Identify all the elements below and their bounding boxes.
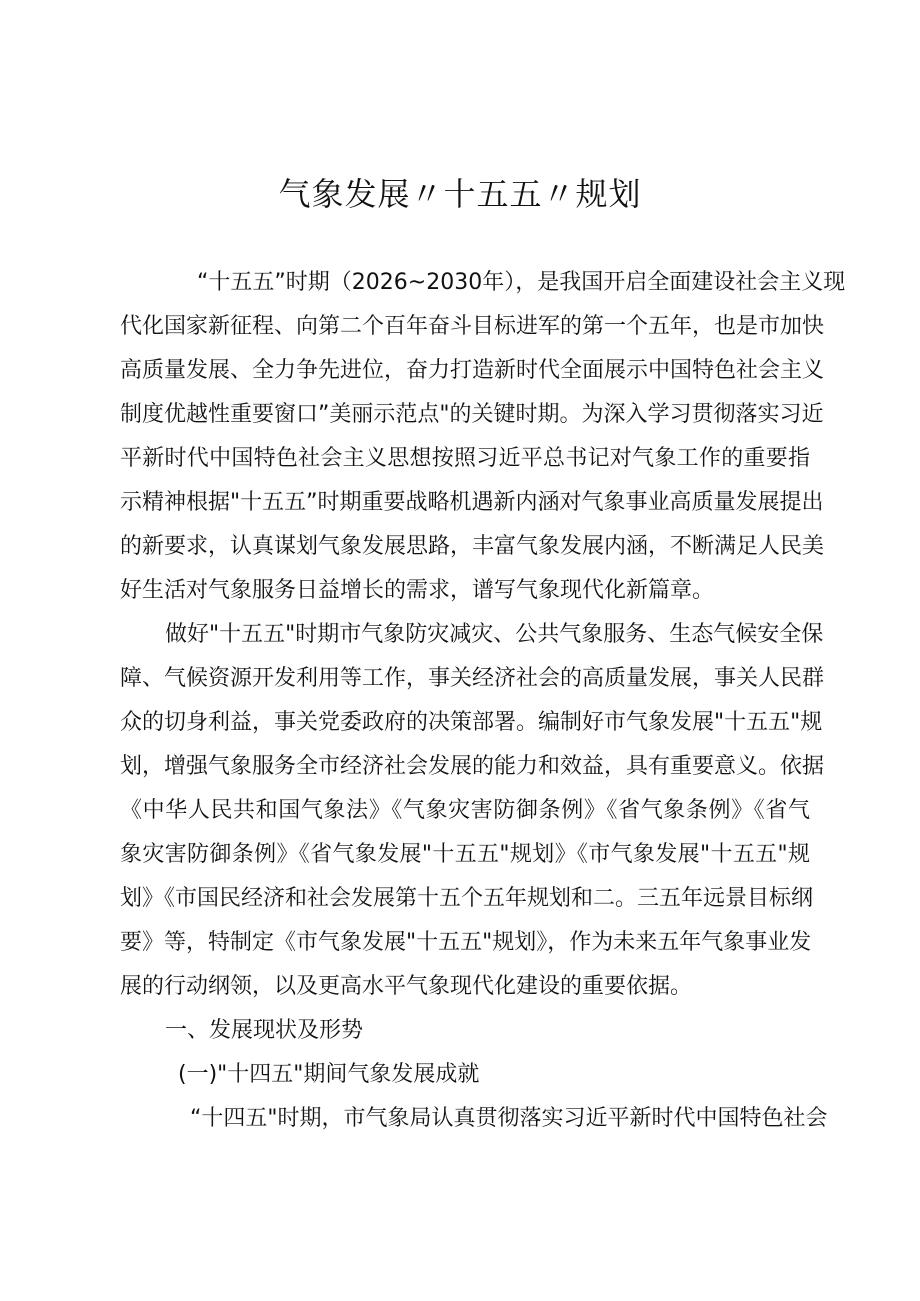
paragraph-1-line: 平新时代中国特色社会主义思想按照习近平总书记对气象工作的重要指	[120, 446, 810, 471]
paragraph-2-line: 划，增强气象服务全市经济社会发展的能力和效益，具有重要意义。依据	[120, 754, 825, 779]
paragraph-2-line: 划》《市国民经济和社会发展第十五个五年规划和二。三五年远景目标纲	[120, 886, 814, 911]
paragraph-1-line: 的新要求，认真谋划气象发展思路，丰富气象发展内涵，不断满足人民美	[120, 534, 825, 559]
paragraph-2-line: 《中华人民共和国气象法》《气象灾害防御条例》《省气象条例》《省气	[120, 798, 810, 823]
paragraph-1-line: “十五五”时期（2026~2030年），是我国开启全面建设社会主义现	[197, 270, 846, 295]
subsection-heading: (一)"十四五"期间气象发展成就	[178, 1062, 480, 1087]
paragraph-2-line: 展的行动纲领，以及更高水平气象现代化建设的重要依据。	[120, 974, 693, 999]
paragraph-2-line: 做好"十五五"时期市气象防灾减灾、公共气象服务、生态气候安全保	[165, 622, 824, 647]
paragraph-1-line: 示精神根据"十五五”时期重要战略机遇新内涵对气象事业高质量发展提出	[120, 490, 824, 515]
paragraph-1-line: 代化国家新征程、向第二个百年奋斗目标进军的第一个五年，也是市加快	[120, 314, 825, 339]
paragraph-2-line: 障、气候资源开发利用等工作，事关经济社会的高质量发展，事关人民群	[120, 666, 825, 691]
section-heading: 一、发展现状及形势	[165, 1018, 364, 1043]
document-title: 气象发展〃十五五〃规划	[278, 175, 642, 213]
paragraph-2-line: 象灾害防御条例》《省气象发展"十五五"规划》《市气象发展"十五五"规	[120, 842, 810, 867]
paragraph-1-line: 高质量发展、全力争先进位，奋力打造新时代全面展示中国特色社会主义	[120, 358, 825, 383]
paragraph-3-line: “十四五"时期，市气象局认真贯彻落实习近平新时代中国特色社会	[190, 1106, 828, 1131]
paragraph-1-line: 好生活对气象服务日益增长的需求，谱写气象现代化新篇章。	[120, 578, 715, 603]
paragraph-1-line: 制度优越性重要窗口”美丽示范点"的关键时期。为深入学习贯彻落实习近	[120, 402, 824, 427]
paragraph-2-line: 众的切身利益，事关党委政府的决策部署。编制好市气象发展"十五五"规	[120, 710, 823, 735]
paragraph-2-line: 要》等，特制定《市气象发展"十五五"规划》，作为未来五年气象事业发	[120, 930, 812, 955]
